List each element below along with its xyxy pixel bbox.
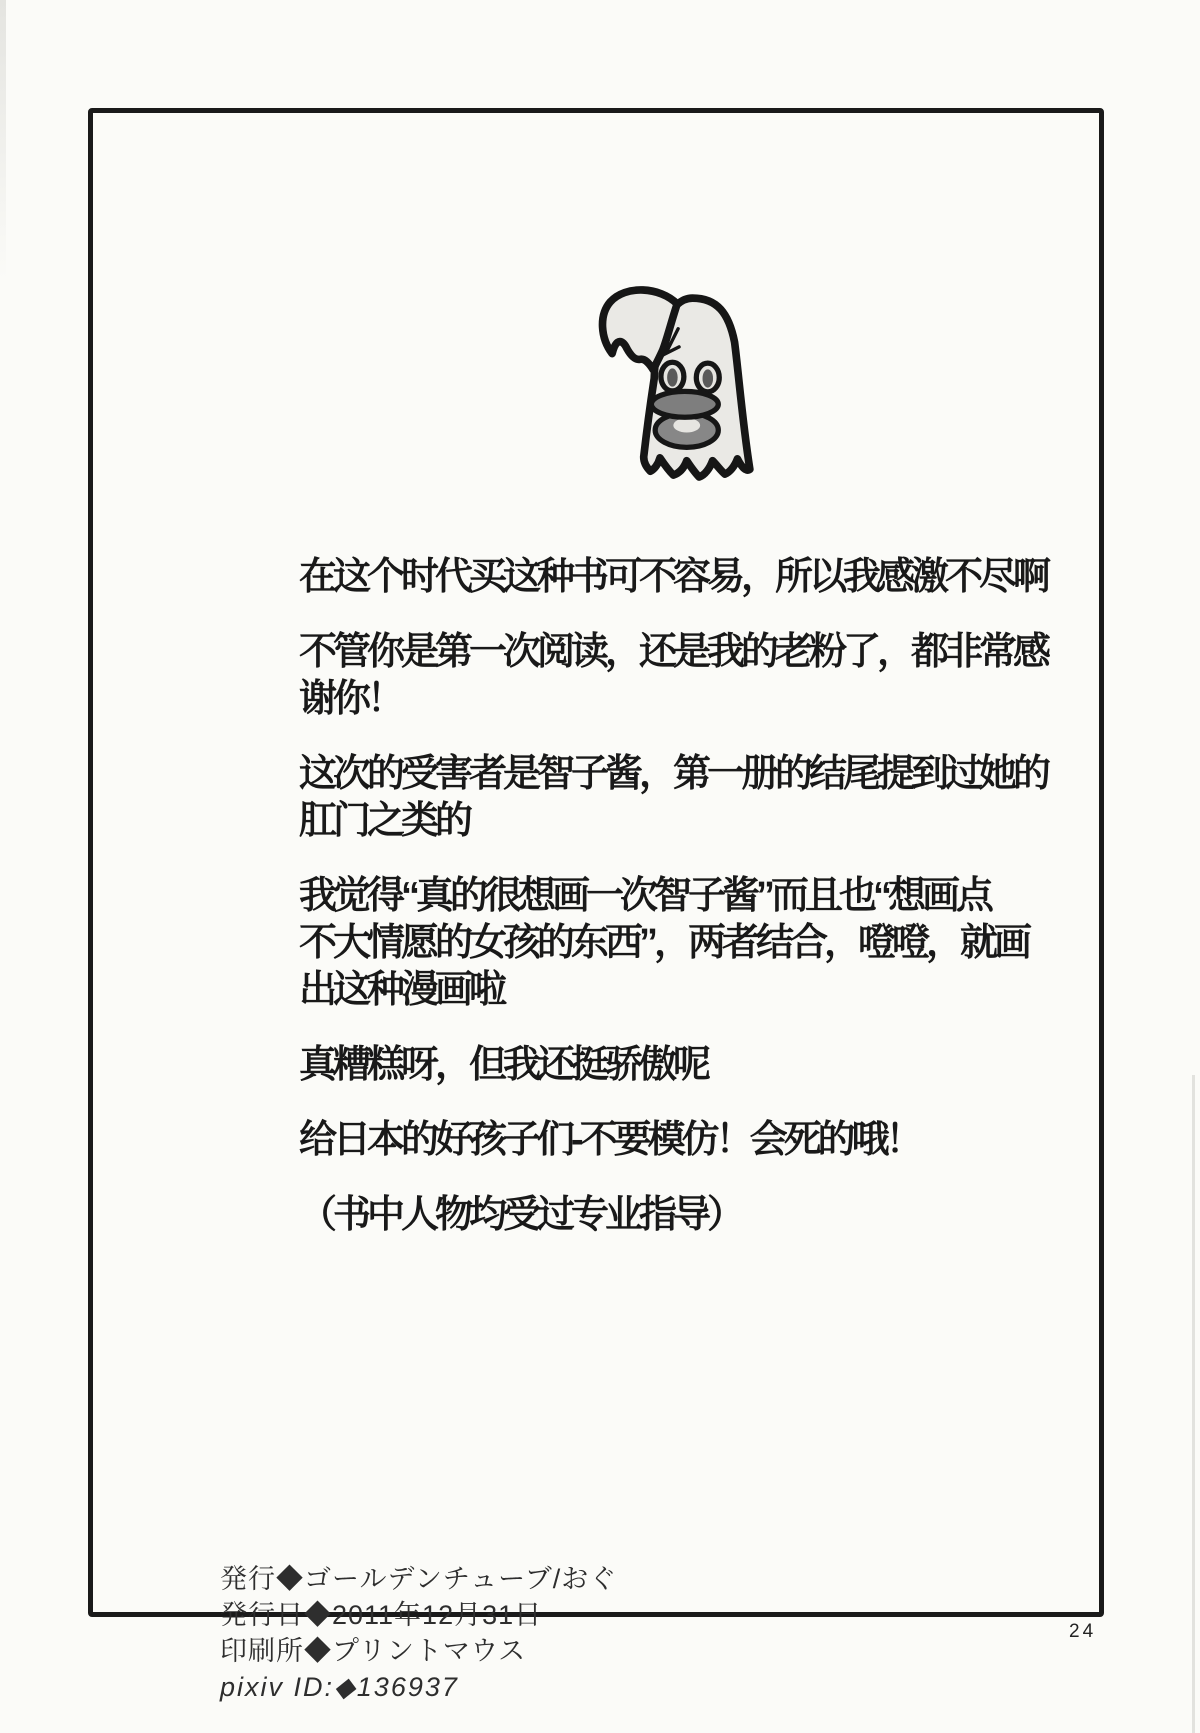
page-number: 24: [1069, 1621, 1097, 1642]
afterword-line: 给日本的好孩子们-不要模仿！会死的哦！: [299, 1119, 920, 1161]
afterword-line: 出这种漫画啦: [299, 969, 504, 1011]
colophon-publisher-line: 発行◆ゴールデンチューブ/おぐ: [220, 1564, 618, 1594]
colophon-block: [220, 1561, 820, 1705]
afterword-paragraph: [299, 751, 1119, 845]
afterword-line: 真糟糕呀，但我还挺骄傲呢: [299, 1044, 708, 1086]
afterword-line: 肛门之类的: [299, 800, 470, 842]
afterword-paragraph: [299, 873, 1119, 1014]
afterword-line: 我觉得“真的很想画一次智子酱”而且也“想画点: [299, 875, 991, 917]
mascot-character-illustration: [581, 279, 781, 499]
afterword-line: 谢你！: [299, 678, 402, 720]
scan-right-edge-shadow: [1192, 1075, 1195, 1733]
afterword-line: 在这个时代买这种书可不容易，所以我感激不尽啊: [299, 556, 1048, 598]
afterword-paragraph: [299, 1192, 1119, 1239]
afterword-paragraph: [299, 554, 1119, 601]
scan-left-edge-shadow: [0, 0, 6, 280]
mascot-mouth-highlight: [673, 418, 700, 432]
afterword-text-block: [299, 554, 1119, 1267]
afterword-line: 这次的受害者是智子酱，第一册的结尾提到过她的: [299, 753, 1048, 795]
colophon-pixiv-id-line: pixiv ID:◆136937: [220, 1672, 459, 1702]
afterword-line: 不大情愿的女孩的东西”，两者结合，噔噔，就画: [299, 922, 1029, 964]
mascot-left-pupil: [667, 368, 678, 386]
afterword-line: 不管你是第一次阅读，还是我的老粉了，都非常感: [299, 631, 1048, 673]
colophon-printer-line: 印刷所◆プリントマウス: [220, 1636, 527, 1666]
afterword-line: （书中人物均受过专业指导）: [299, 1194, 742, 1236]
mascot-nose: [651, 391, 718, 417]
afterword-paragraph: [299, 629, 1119, 723]
colophon-publish-date-line: 発行日◆2011年12月31日: [220, 1600, 543, 1630]
afterword-paragraph: [299, 1117, 1119, 1164]
mascot-right-pupil: [703, 369, 714, 387]
afterword-paragraph: [299, 1042, 1119, 1089]
